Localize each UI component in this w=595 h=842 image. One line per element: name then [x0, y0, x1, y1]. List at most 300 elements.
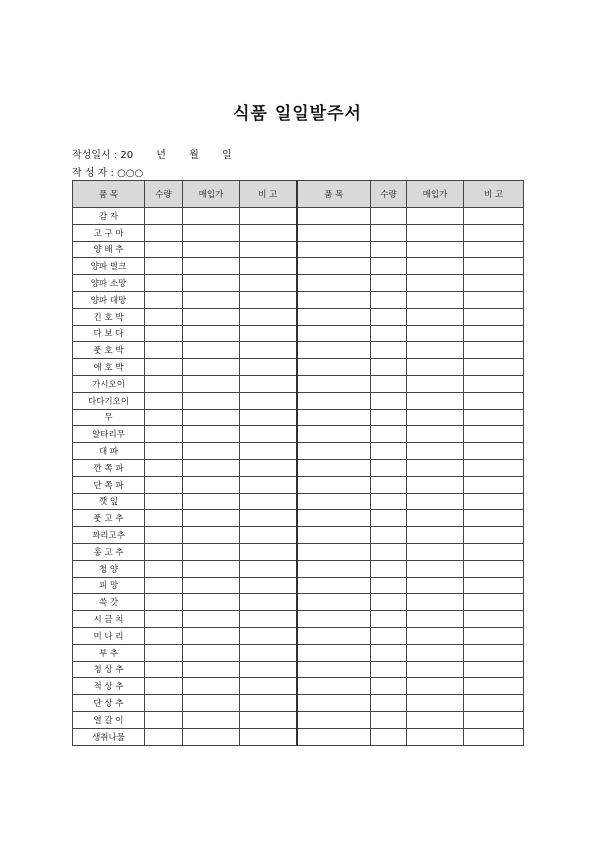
price-cell[interactable]: [183, 325, 240, 342]
qty-cell[interactable]: [145, 543, 183, 560]
note-cell[interactable]: [240, 342, 297, 359]
note-cell[interactable]: [464, 325, 524, 342]
note-cell[interactable]: [464, 560, 524, 577]
note-cell[interactable]: [240, 627, 297, 644]
item-name-cell: 청 상 추: [73, 661, 145, 678]
price-cell[interactable]: [183, 375, 240, 392]
qty-cell[interactable]: [371, 510, 407, 527]
note-cell[interactable]: [240, 409, 297, 426]
price-cell[interactable]: [407, 308, 464, 325]
note-cell[interactable]: [240, 359, 297, 376]
item-name-cell[interactable]: [297, 728, 371, 745]
price-cell[interactable]: [407, 208, 464, 225]
qty-cell[interactable]: [371, 291, 407, 308]
price-cell[interactable]: [183, 611, 240, 628]
qty-cell[interactable]: [371, 224, 407, 241]
note-cell[interactable]: [240, 476, 297, 493]
note-cell[interactable]: [464, 291, 524, 308]
note-cell[interactable]: [240, 644, 297, 661]
item-name-cell[interactable]: [297, 224, 371, 241]
note-cell[interactable]: [240, 510, 297, 527]
qty-cell[interactable]: [371, 443, 407, 460]
qty-cell[interactable]: [371, 661, 407, 678]
day-label: 일: [222, 150, 232, 161]
header-row: [73, 181, 524, 208]
note-cell[interactable]: [464, 208, 524, 225]
qty-cell[interactable]: [371, 543, 407, 560]
order-form-table: [72, 180, 524, 746]
note-cell[interactable]: [464, 258, 524, 275]
note-cell[interactable]: [464, 611, 524, 628]
note-cell[interactable]: [464, 308, 524, 325]
note-cell[interactable]: [464, 375, 524, 392]
price-cell[interactable]: [407, 594, 464, 611]
item-name-cell: 부 추: [73, 644, 145, 661]
item-name-cell: 열 갈 이: [73, 711, 145, 728]
price-cell[interactable]: [407, 375, 464, 392]
price-cell[interactable]: [407, 459, 464, 476]
qty-cell[interactable]: [371, 392, 407, 409]
qty-cell[interactable]: [371, 627, 407, 644]
price-cell[interactable]: [407, 409, 464, 426]
item-name-cell: 피 망: [73, 577, 145, 594]
price-cell[interactable]: [407, 359, 464, 376]
item-name-cell: 대 파: [73, 443, 145, 460]
item-name-cell[interactable]: [297, 291, 371, 308]
qty-cell[interactable]: [145, 678, 183, 695]
note-cell[interactable]: [240, 208, 297, 225]
table-row: [73, 241, 524, 258]
price-cell[interactable]: [407, 342, 464, 359]
qty-cell[interactable]: [145, 241, 183, 258]
qty-cell[interactable]: [145, 627, 183, 644]
item-name-cell: 생취나물: [73, 728, 145, 745]
qty-cell[interactable]: [145, 426, 183, 443]
item-name-cell: 풋 고 추: [73, 510, 145, 527]
qty-cell[interactable]: [145, 711, 183, 728]
price-cell[interactable]: [407, 627, 464, 644]
note-cell[interactable]: [240, 728, 297, 745]
price-cell[interactable]: [407, 543, 464, 560]
item-name-cell: 양파 소망: [73, 275, 145, 292]
table-row: [73, 342, 524, 359]
note-cell[interactable]: [240, 241, 297, 258]
price-cell[interactable]: [407, 476, 464, 493]
item-name-cell[interactable]: [297, 241, 371, 258]
note-cell[interactable]: [240, 224, 297, 241]
price-cell[interactable]: [183, 208, 240, 225]
table-row: [73, 543, 524, 560]
qty-cell[interactable]: [371, 644, 407, 661]
note-cell[interactable]: [240, 375, 297, 392]
price-cell[interactable]: [183, 728, 240, 745]
note-cell[interactable]: [240, 308, 297, 325]
qty-cell[interactable]: [145, 644, 183, 661]
qty-cell[interactable]: [371, 594, 407, 611]
note-cell[interactable]: [464, 459, 524, 476]
price-cell[interactable]: [183, 392, 240, 409]
price-cell[interactable]: [183, 459, 240, 476]
price-cell[interactable]: [183, 627, 240, 644]
item-name-cell[interactable]: [297, 325, 371, 342]
qty-cell[interactable]: [371, 678, 407, 695]
note-cell[interactable]: [240, 325, 297, 342]
qty-cell[interactable]: [371, 728, 407, 745]
note-cell[interactable]: [240, 275, 297, 292]
header-note-right: 비 고: [464, 181, 524, 208]
price-cell[interactable]: [183, 258, 240, 275]
price-cell[interactable]: [183, 661, 240, 678]
qty-cell[interactable]: [371, 476, 407, 493]
item-name-cell[interactable]: [297, 258, 371, 275]
item-name-cell: 무: [73, 409, 145, 426]
price-cell[interactable]: [183, 224, 240, 241]
table-row: [73, 661, 524, 678]
item-name-cell: 가시오이: [73, 375, 145, 392]
document-title: 식품 일일발주서: [233, 104, 362, 124]
note-cell[interactable]: [240, 560, 297, 577]
qty-cell[interactable]: [371, 275, 407, 292]
writer-label: 작 성 자 :: [72, 168, 114, 179]
item-name-cell[interactable]: [297, 476, 371, 493]
note-cell[interactable]: [464, 661, 524, 678]
item-name-cell: 다 보 다: [73, 325, 145, 342]
price-cell[interactable]: [407, 510, 464, 527]
item-name-cell[interactable]: [297, 510, 371, 527]
table-row: [73, 627, 524, 644]
item-name-cell: 단 쪽 파: [73, 476, 145, 493]
note-cell[interactable]: [464, 644, 524, 661]
item-name-cell: 고 구 마: [73, 224, 145, 241]
note-cell[interactable]: [240, 661, 297, 678]
note-cell[interactable]: [464, 594, 524, 611]
qty-cell[interactable]: [371, 459, 407, 476]
table-row: [73, 611, 524, 628]
note-cell[interactable]: [464, 493, 524, 510]
price-cell[interactable]: [407, 275, 464, 292]
item-name-cell[interactable]: [297, 543, 371, 560]
qty-cell[interactable]: [145, 359, 183, 376]
qty-cell[interactable]: [371, 527, 407, 544]
note-cell[interactable]: [240, 611, 297, 628]
qty-cell[interactable]: [371, 611, 407, 628]
price-cell[interactable]: [407, 493, 464, 510]
table-row: [73, 375, 524, 392]
qty-cell[interactable]: [145, 392, 183, 409]
item-name-cell[interactable]: [297, 308, 371, 325]
item-name-cell[interactable]: [297, 594, 371, 611]
note-cell[interactable]: [464, 409, 524, 426]
price-cell[interactable]: [183, 308, 240, 325]
qty-cell[interactable]: [145, 560, 183, 577]
note-cell[interactable]: [464, 342, 524, 359]
item-name-cell: 쓱 갓: [73, 594, 145, 611]
note-cell[interactable]: [464, 224, 524, 241]
note-cell[interactable]: [240, 577, 297, 594]
qty-cell[interactable]: [145, 308, 183, 325]
item-name-cell[interactable]: [297, 392, 371, 409]
item-name-cell[interactable]: [297, 527, 371, 544]
note-cell[interactable]: [464, 711, 524, 728]
note-cell[interactable]: [240, 493, 297, 510]
item-name-cell: 양 배 추: [73, 241, 145, 258]
item-name-cell[interactable]: [297, 661, 371, 678]
price-cell[interactable]: [183, 577, 240, 594]
qty-cell[interactable]: [145, 342, 183, 359]
qty-cell[interactable]: [371, 208, 407, 225]
note-cell[interactable]: [240, 392, 297, 409]
note-cell[interactable]: [240, 443, 297, 460]
writer-value: ○○○: [117, 168, 144, 179]
price-cell[interactable]: [183, 543, 240, 560]
table-row: [73, 308, 524, 325]
price-cell[interactable]: [407, 527, 464, 544]
item-name-cell[interactable]: [297, 695, 371, 712]
table-row: [73, 409, 524, 426]
item-name-cell: 미 나 리: [73, 627, 145, 644]
price-cell[interactable]: [407, 443, 464, 460]
qty-cell[interactable]: [371, 375, 407, 392]
qty-cell[interactable]: [145, 611, 183, 628]
price-cell[interactable]: [183, 426, 240, 443]
note-cell[interactable]: [240, 258, 297, 275]
price-cell[interactable]: [407, 711, 464, 728]
table-row: [73, 493, 524, 510]
price-cell[interactable]: [183, 711, 240, 728]
table-row: [73, 224, 524, 241]
qty-cell[interactable]: [145, 594, 183, 611]
item-name-cell[interactable]: [297, 342, 371, 359]
note-cell[interactable]: [464, 476, 524, 493]
price-cell[interactable]: [183, 594, 240, 611]
table-row: [73, 359, 524, 376]
price-cell[interactable]: [407, 291, 464, 308]
price-cell[interactable]: [183, 644, 240, 661]
item-name-cell: 애 호 박: [73, 359, 145, 376]
note-cell[interactable]: [240, 594, 297, 611]
item-name-cell[interactable]: [297, 275, 371, 292]
item-name-cell: 풋 호 박: [73, 342, 145, 359]
note-cell[interactable]: [464, 359, 524, 376]
price-cell[interactable]: [183, 342, 240, 359]
qty-cell[interactable]: [145, 728, 183, 745]
price-cell[interactable]: [183, 678, 240, 695]
qty-cell[interactable]: [145, 476, 183, 493]
item-name-cell: 깻 잎: [73, 493, 145, 510]
note-cell[interactable]: [240, 711, 297, 728]
price-cell[interactable]: [183, 560, 240, 577]
qty-cell[interactable]: [371, 426, 407, 443]
item-name-cell[interactable]: [297, 611, 371, 628]
item-name-cell[interactable]: [297, 208, 371, 225]
table-row: [73, 291, 524, 308]
table-row: [73, 275, 524, 292]
note-cell[interactable]: [464, 678, 524, 695]
item-name-cell[interactable]: [297, 560, 371, 577]
qty-cell[interactable]: [371, 342, 407, 359]
item-name-cell: 양파 대망: [73, 291, 145, 308]
price-cell[interactable]: [407, 678, 464, 695]
qty-cell[interactable]: [145, 208, 183, 225]
table-row: [73, 510, 524, 527]
table-row: [73, 594, 524, 611]
table-row: [73, 392, 524, 409]
note-cell[interactable]: [240, 695, 297, 712]
price-cell[interactable]: [407, 644, 464, 661]
item-name-cell[interactable]: [297, 493, 371, 510]
qty-cell[interactable]: [145, 275, 183, 292]
price-cell[interactable]: [407, 695, 464, 712]
item-name-cell[interactable]: [297, 644, 371, 661]
note-cell[interactable]: [240, 527, 297, 544]
table-row: [73, 527, 524, 544]
note-cell[interactable]: [464, 695, 524, 712]
table-row: [73, 678, 524, 695]
note-cell[interactable]: [240, 291, 297, 308]
price-cell[interactable]: [183, 409, 240, 426]
item-name-cell[interactable]: [297, 359, 371, 376]
header-item-left: 품 목: [73, 181, 145, 208]
price-cell[interactable]: [407, 426, 464, 443]
table-row: [73, 560, 524, 577]
item-name-cell: 양파 벌크: [73, 258, 145, 275]
qty-cell[interactable]: [145, 258, 183, 275]
year-label: 년: [156, 150, 166, 161]
qty-cell[interactable]: [145, 443, 183, 460]
qty-cell[interactable]: [145, 577, 183, 594]
note-cell[interactable]: [464, 543, 524, 560]
note-cell[interactable]: [240, 426, 297, 443]
price-cell[interactable]: [407, 577, 464, 594]
qty-cell[interactable]: [145, 510, 183, 527]
price-cell[interactable]: [407, 661, 464, 678]
qty-cell[interactable]: [371, 695, 407, 712]
item-name-cell: 청 양: [73, 560, 145, 577]
header-price-right: 매입가: [407, 181, 464, 208]
qty-cell[interactable]: [145, 291, 183, 308]
writer-line: [72, 164, 143, 179]
qty-cell[interactable]: [371, 493, 407, 510]
header-price-left: 매입가: [183, 181, 240, 208]
qty-cell[interactable]: [371, 577, 407, 594]
table-row: [73, 728, 524, 745]
price-cell[interactable]: [183, 695, 240, 712]
qty-cell[interactable]: [371, 241, 407, 258]
table-row: [73, 258, 524, 275]
item-name-cell: 깐 쪽 파: [73, 459, 145, 476]
qty-cell[interactable]: [145, 661, 183, 678]
price-cell[interactable]: [183, 275, 240, 292]
qty-cell[interactable]: [371, 325, 407, 342]
table-row: [73, 426, 524, 443]
price-cell[interactable]: [183, 443, 240, 460]
item-name-cell: 긴 호 박: [73, 308, 145, 325]
price-cell[interactable]: [407, 325, 464, 342]
price-cell[interactable]: [183, 510, 240, 527]
qty-cell[interactable]: [145, 409, 183, 426]
price-cell[interactable]: [407, 258, 464, 275]
note-cell[interactable]: [464, 527, 524, 544]
table-row: [73, 208, 524, 225]
qty-cell[interactable]: [371, 560, 407, 577]
note-cell[interactable]: [240, 678, 297, 695]
month-label: 월: [189, 150, 199, 161]
item-name-cell: 감 자: [73, 208, 145, 225]
item-name-cell[interactable]: [297, 627, 371, 644]
price-cell[interactable]: [407, 560, 464, 577]
price-cell[interactable]: [183, 291, 240, 308]
header-item-right: 품 목: [297, 181, 371, 208]
qty-cell[interactable]: [371, 258, 407, 275]
item-name-cell[interactable]: [297, 375, 371, 392]
date-line: [72, 146, 232, 161]
price-cell[interactable]: [407, 224, 464, 241]
note-cell[interactable]: [240, 543, 297, 560]
qty-cell[interactable]: [145, 527, 183, 544]
item-name-cell[interactable]: [297, 443, 371, 460]
qty-cell[interactable]: [145, 224, 183, 241]
table-row: [73, 325, 524, 342]
price-cell[interactable]: [183, 527, 240, 544]
note-cell[interactable]: [464, 241, 524, 258]
price-cell[interactable]: [183, 359, 240, 376]
item-name-cell: 꽈리고추: [73, 527, 145, 544]
price-cell[interactable]: [183, 241, 240, 258]
item-name-cell: 시 금 치: [73, 611, 145, 628]
price-cell[interactable]: [407, 611, 464, 628]
qty-cell[interactable]: [145, 375, 183, 392]
note-cell[interactable]: [464, 443, 524, 460]
price-cell[interactable]: [407, 241, 464, 258]
price-cell[interactable]: [183, 476, 240, 493]
note-cell[interactable]: [464, 728, 524, 745]
price-cell[interactable]: [407, 728, 464, 745]
item-name-cell[interactable]: [297, 426, 371, 443]
note-cell[interactable]: [464, 510, 524, 527]
qty-cell[interactable]: [371, 409, 407, 426]
qty-cell[interactable]: [371, 711, 407, 728]
item-name-cell[interactable]: [297, 678, 371, 695]
date-label: 작성일시 : 20: [72, 150, 134, 161]
qty-cell[interactable]: [371, 359, 407, 376]
qty-cell[interactable]: [371, 308, 407, 325]
table-row: [73, 644, 524, 661]
item-name-cell[interactable]: [297, 459, 371, 476]
header-note-left: 비 고: [240, 181, 297, 208]
note-cell[interactable]: [240, 459, 297, 476]
price-cell[interactable]: [183, 493, 240, 510]
item-name-cell: 단 상 추: [73, 695, 145, 712]
item-name-cell: 알타리무: [73, 426, 145, 443]
note-cell[interactable]: [464, 426, 524, 443]
qty-cell[interactable]: [145, 695, 183, 712]
item-name-cell[interactable]: [297, 409, 371, 426]
qty-cell[interactable]: [145, 493, 183, 510]
qty-cell[interactable]: [145, 325, 183, 342]
header-qty-right: 수량: [371, 181, 407, 208]
item-name-cell: 홍 고 추: [73, 543, 145, 560]
note-cell[interactable]: [464, 577, 524, 594]
item-name-cell[interactable]: [297, 711, 371, 728]
table-row: [73, 476, 524, 493]
note-cell[interactable]: [464, 392, 524, 409]
price-cell[interactable]: [407, 392, 464, 409]
item-name-cell[interactable]: [297, 577, 371, 594]
note-cell[interactable]: [464, 275, 524, 292]
note-cell[interactable]: [464, 627, 524, 644]
qty-cell[interactable]: [145, 459, 183, 476]
table-row: [73, 695, 524, 712]
